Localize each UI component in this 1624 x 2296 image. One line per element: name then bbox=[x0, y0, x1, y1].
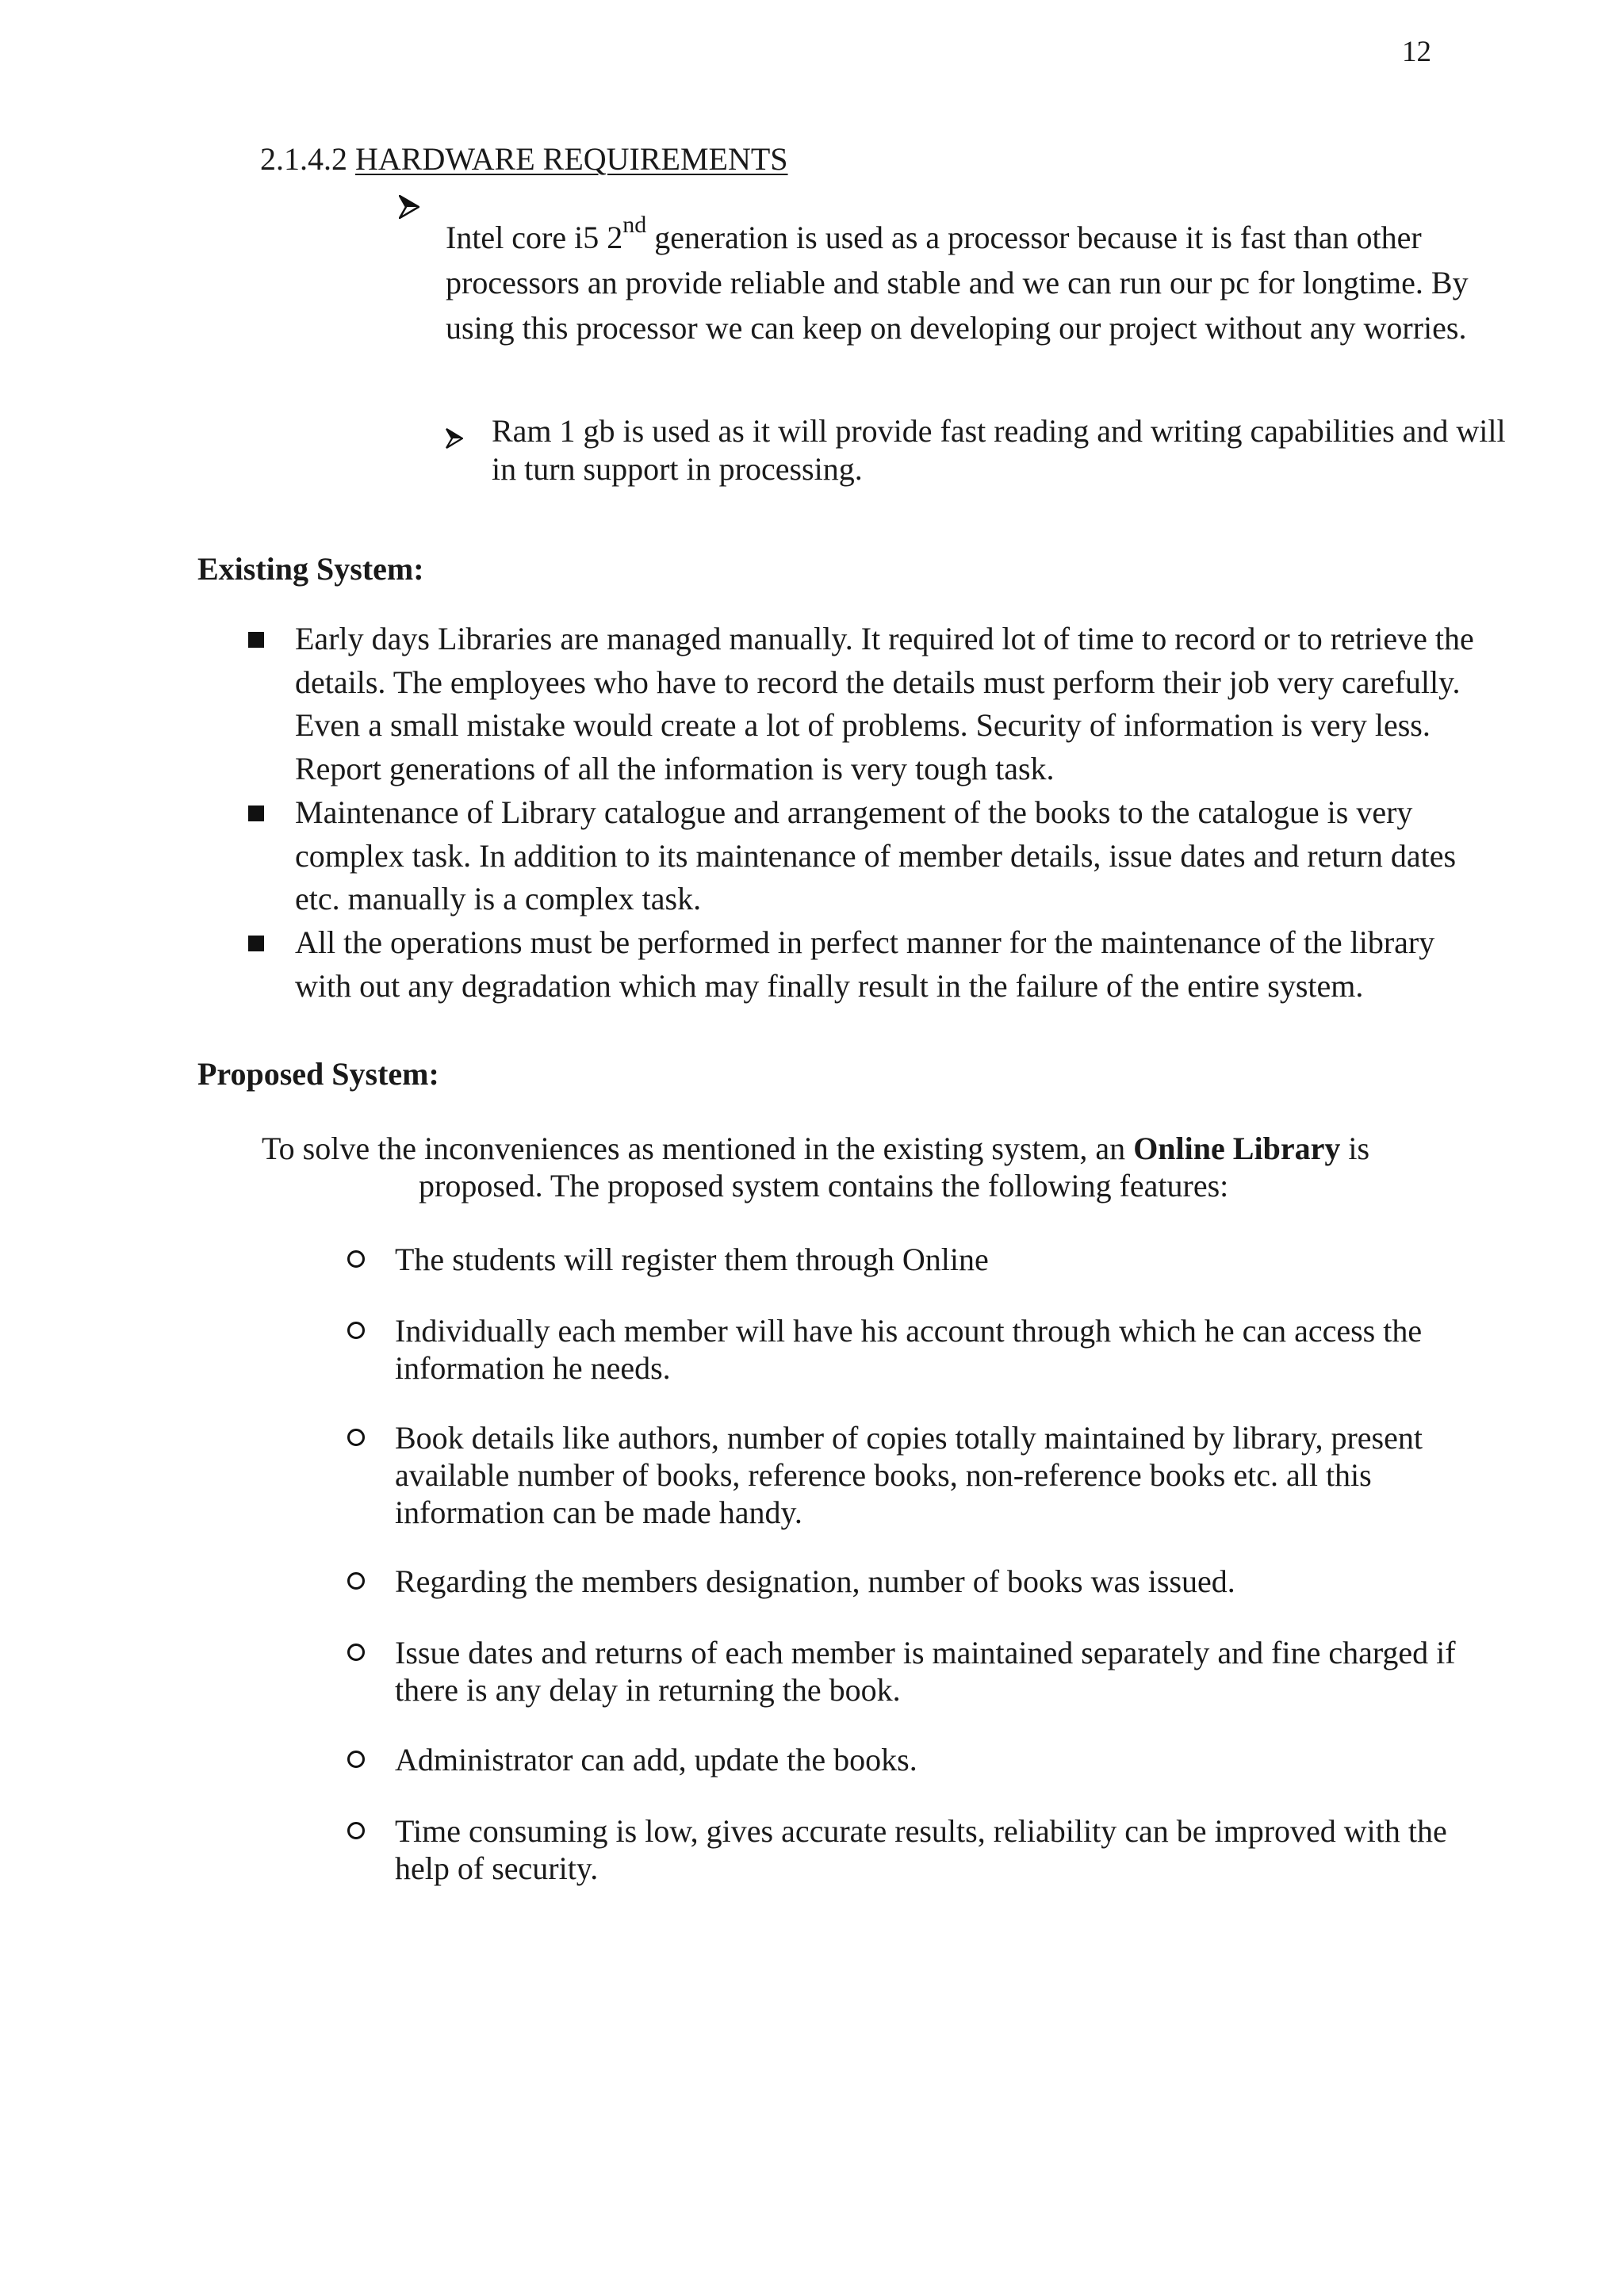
arrow-bullet-icon bbox=[399, 195, 419, 219]
arrow-bullet-icon bbox=[446, 419, 463, 449]
feature-item: Time consuming is low, gives accurate results, reliability can be improved with the help of security. bbox=[395, 1813, 1447, 1886]
circle-bullet-icon bbox=[347, 1322, 365, 1339]
intro-bold-text: Online Library bbox=[1133, 1131, 1341, 1166]
feature-item: Individually each member will have his account through which he can access the information he needs. bbox=[395, 1313, 1423, 1386]
ram-paragraph: Ram 1 gb is used as it will provide fast reading and writing capabilities and will in turn support in processing. bbox=[492, 413, 1506, 487]
section-number: 2.1.4.2 bbox=[260, 141, 347, 177]
processor-paragraph bbox=[446, 211, 1492, 350]
square-bullet-icon bbox=[248, 936, 264, 951]
proposed-system-heading: Proposed System: bbox=[197, 1056, 439, 1092]
circle-bullet-icon bbox=[347, 1822, 365, 1839]
square-bullet-icon bbox=[248, 806, 264, 821]
processor-superscript: nd bbox=[622, 211, 647, 238]
existing-system-heading: Existing System: bbox=[197, 551, 424, 587]
intro-line-two: proposed. The proposed system contains the following features: bbox=[419, 1168, 1229, 1203]
circle-bullet-icon bbox=[347, 1644, 365, 1661]
feature-item: The students will register them through Online bbox=[395, 1242, 989, 1277]
hardware-title: HARDWARE REQUIREMENTS bbox=[355, 141, 788, 177]
existing-item: Maintenance of Library catalogue and arrangement of the books to the catalogue is very complex task. In addition to its maintenance of member details, issue dates and return dates etc. manually is a complex task. bbox=[295, 794, 1457, 916]
circle-bullet-icon bbox=[347, 1429, 365, 1446]
square-bullet-icon bbox=[248, 632, 264, 648]
page-number: 12 bbox=[1402, 36, 1431, 68]
feature-item: Regarding the members designation, number of books was issued. bbox=[395, 1563, 1235, 1599]
proposed-intro bbox=[262, 1130, 1411, 1204]
intro-text-end: is bbox=[1340, 1131, 1370, 1166]
hardware-heading bbox=[260, 140, 788, 178]
processor-text-start: Intel core i5 2 bbox=[446, 220, 623, 255]
circle-bullet-icon bbox=[347, 1250, 365, 1268]
circle-bullet-icon bbox=[347, 1751, 365, 1768]
feature-item: Book details like authors, number of copies totally maintained by library, present available number of books, reference books, non-reference books etc. all this information can be made handy. bbox=[395, 1420, 1423, 1530]
feature-item: Administrator can add, update the books. bbox=[395, 1742, 917, 1777]
processor-text-end: generation is used as a processor because it is fast than other processors an provide reliable and stable and we can run our pc for longtime. By using this processor we can keep on developing our project without any worries. bbox=[446, 220, 1469, 346]
feature-item: Issue dates and returns of each member is maintained separately and fine charged if there is any delay in returning the book. bbox=[395, 1635, 1456, 1708]
circle-bullet-icon bbox=[347, 1572, 365, 1590]
intro-text-start: To solve the inconveniences as mentioned in the existing system, an bbox=[262, 1131, 1134, 1166]
existing-item: Early days Libraries are managed manually. It required lot of time to record or to retrieve the details. The employees who have to record the details must perform their job very carefully. Even a small mistake would create a lot of problems. Security of information is very less. Report generations of all the information is very tough task. bbox=[295, 621, 1474, 786]
existing-item: All the operations must be performed in perfect manner for the maintenance of the library with out any degradation which may finally result in the failure of the entire system. bbox=[295, 924, 1435, 1004]
